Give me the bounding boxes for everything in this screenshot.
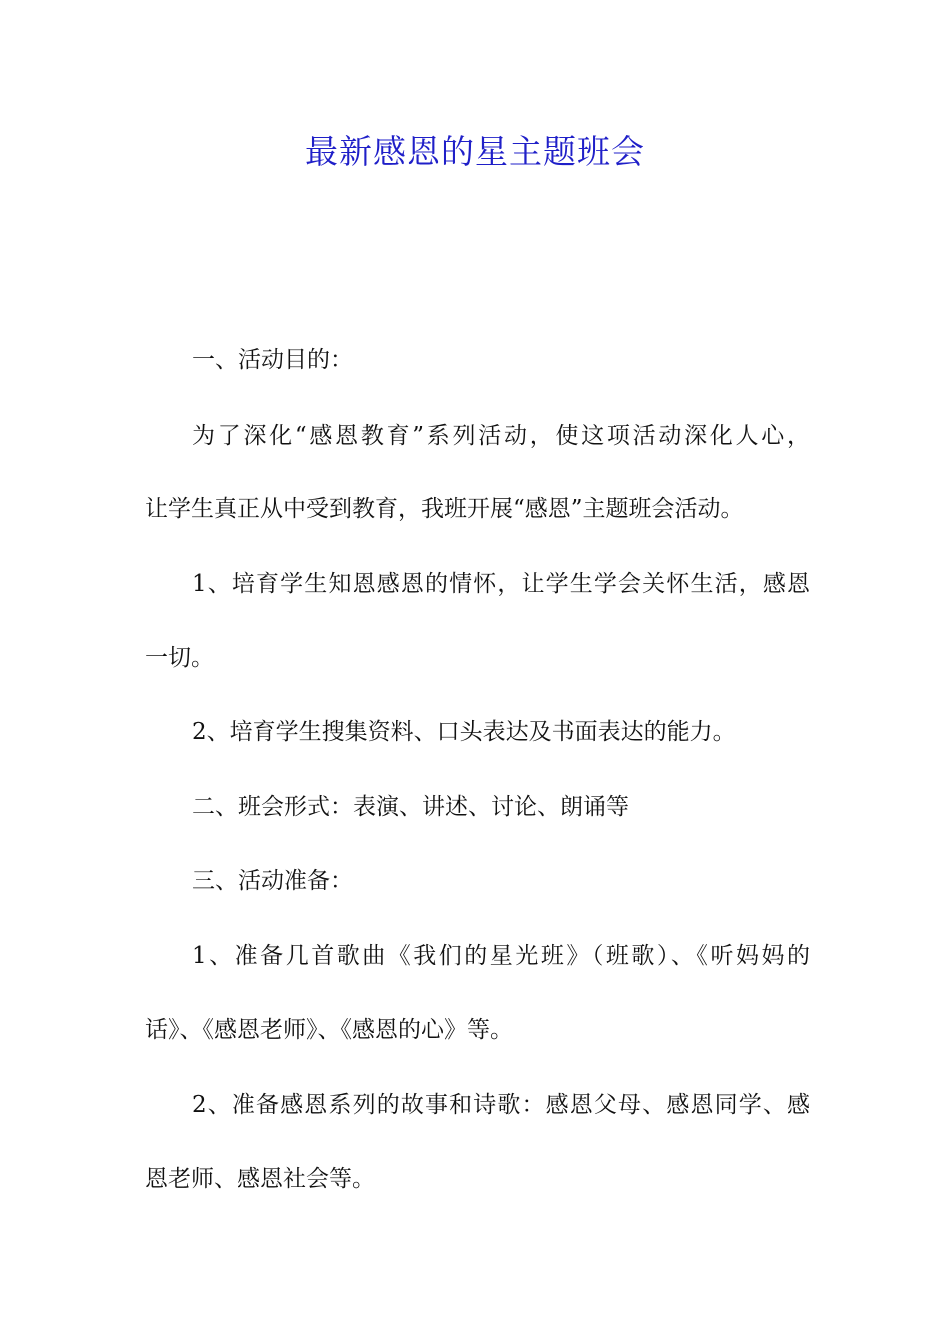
section-heading-class-format: 二、班会形式：表演、讲述、讨论、朗诵等 [192, 794, 629, 820]
list-item-line: 话》、《感恩老师》、《感恩的心》等。 [145, 1017, 513, 1043]
section-heading-activity-purpose: 一、活动目的： [192, 347, 353, 373]
list-item-line: 1、准备几首歌曲《我们的星光班》（班歌）、《听妈妈的 [192, 943, 810, 969]
list-item-line: 2、准备感恩系列的故事和诗歌：感恩父母、感恩同学、感 [192, 1092, 810, 1118]
list-item-line: 2、培育学生搜集资料、口头表达及书面表达的能力。 [192, 719, 736, 745]
paragraph-line: 让学生真正从中受到教育，我班开展“感恩”主题班会活动。 [145, 496, 744, 522]
list-item-line: 一切。 [145, 645, 214, 671]
section-heading-preparation: 三、活动准备： [192, 868, 353, 894]
document-title: 最新感恩的星主题班会 [305, 132, 645, 171]
list-item-line: 1、培育学生知恩感恩的情怀，让学生学会关怀生活，感恩 [192, 571, 810, 597]
paragraph-line: 为了深化“感恩教育”系列活动，使这项活动深化人心， [192, 423, 810, 449]
list-item-line: 恩老师、感恩社会等。 [145, 1166, 375, 1192]
